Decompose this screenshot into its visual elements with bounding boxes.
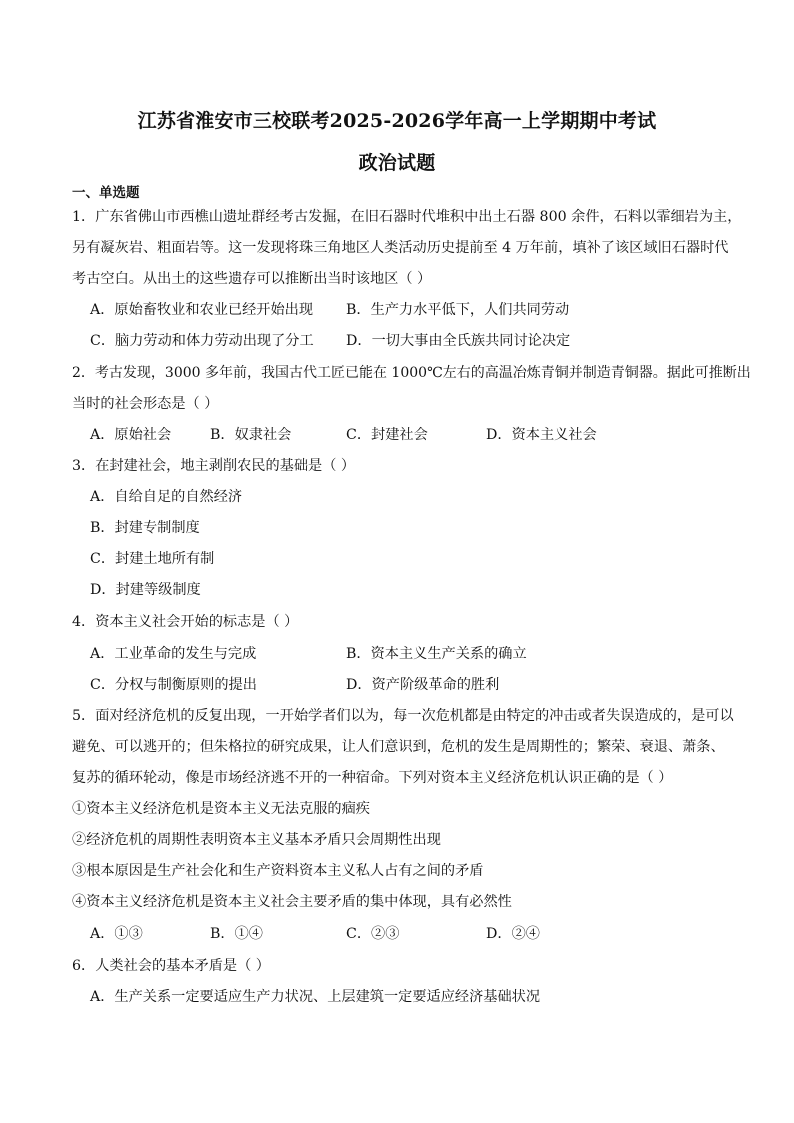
question-1-line-1: 1．广东省佛山市西樵山遗址群经考古发掘，在旧石器时代堆积中出土石器 800 余件，石料以霏细岩为主， [72,209,742,225]
question-5-line-2: 避免、可以逃开的；但朱格拉的研究成果，让人们意识到，危机的发生是周期性的；繁荣、衰退、萧条、 [72,739,725,755]
question-6-line-1: 6．人类社会的基本矛盾是（ ） [72,958,270,974]
question-5-line-3: 复苏的循环轮动，像是市场经济逃不开的一种宿命。下列对资本主义经济危机认识正确的是（ ） [72,770,673,786]
question-3-option-b: B．封建专制制度 [90,520,200,536]
question-3-option-d: D．封建等级制度 [90,582,201,598]
question-1-option-b: B．生产力水平低下，人们共同劳动 [346,302,570,318]
question-1-line-3: 考古空白。从出土的这些遗存可以推断出当时该地区（ ） [72,271,432,287]
question-4-option-c: C．分权与制衡原则的提出 [90,677,257,693]
question-1-option-a: A．原始畜牧业和农业已经开始出现 [90,302,314,318]
question-2-option-a: A．原始社会 [90,427,172,443]
question-2-line-2: 当时的社会形态是（ ） [72,396,219,412]
question-5-option-c: C．②③ [346,926,400,942]
question-5-option-d: D．②④ [486,926,540,942]
question-5-option-b: B．①④ [210,926,263,942]
question-2-line-1: 2．考古发现，3000 多年前，我国古代工匠已能在 1000℃左右的高温冶炼青铜并制造青铜器。据此可推断出 [72,365,751,381]
question-3-option-c: C．封建土地所有制 [90,551,215,567]
question-5-statement-4: ④资本主义经济危机是资本主义社会主要矛盾的集中体现，具有必然性 [72,894,512,910]
question-5-statement-2: ②经济危机的周期性表明资本主义基本矛盾只会周期性出现 [72,832,441,848]
question-1-option-c: C．脑力劳动和体力劳动出现了分工 [90,333,314,349]
question-4-option-b: B．资本主义生产关系的确立 [346,646,527,662]
question-2-option-c: C．封建社会 [346,427,428,443]
question-1-line-2: 另有凝灰岩、粗面岩等。这一发现将珠三角地区人类活动历史提前至 4 万年前，填补了该区域旧石器时代 [72,240,729,256]
question-5-option-a: A．①③ [90,926,143,942]
document-subtitle: 政治试题 [358,152,436,174]
question-5-statement-1: ①资本主义经济危机是资本主义无法克服的痼疾 [72,801,370,817]
question-3-line-1: 3．在封建社会，地主剥削农民的基础是（ ） [72,458,356,474]
question-2-option-b: B．奴隶社会 [210,427,292,443]
document-title: 江苏省淮安市三校联考2025-2026学年高一上学期期中考试 [137,110,657,132]
question-4-line-1: 4．资本主义社会开始的标志是（ ） [72,614,299,630]
question-4-option-d: D．资产阶级革命的胜利 [346,677,500,693]
question-4-option-a: A．工业革命的发生与完成 [90,646,257,662]
question-6-option-a: A．生产关系一定要适应生产力状况、上层建筑一定要适应经济基础状况 [90,989,541,1005]
section-heading: 一、单选题 [72,185,140,201]
question-5-line-1: 5．面对经济危机的反复出现，一开始学者们以为，每一次危机都是由特定的冲击或者失误造成的，是可以 [72,708,734,724]
question-5-statement-3: ③根本原因是生产社会化和生产资料资本主义私人占有之间的矛盾 [72,863,484,879]
question-3-option-a: A．自给自足的自然经济 [90,489,243,505]
question-1-option-d: D．一切大事由全氏族共同讨论决定 [346,333,571,349]
question-2-option-d: D．资本主义社会 [486,427,597,443]
